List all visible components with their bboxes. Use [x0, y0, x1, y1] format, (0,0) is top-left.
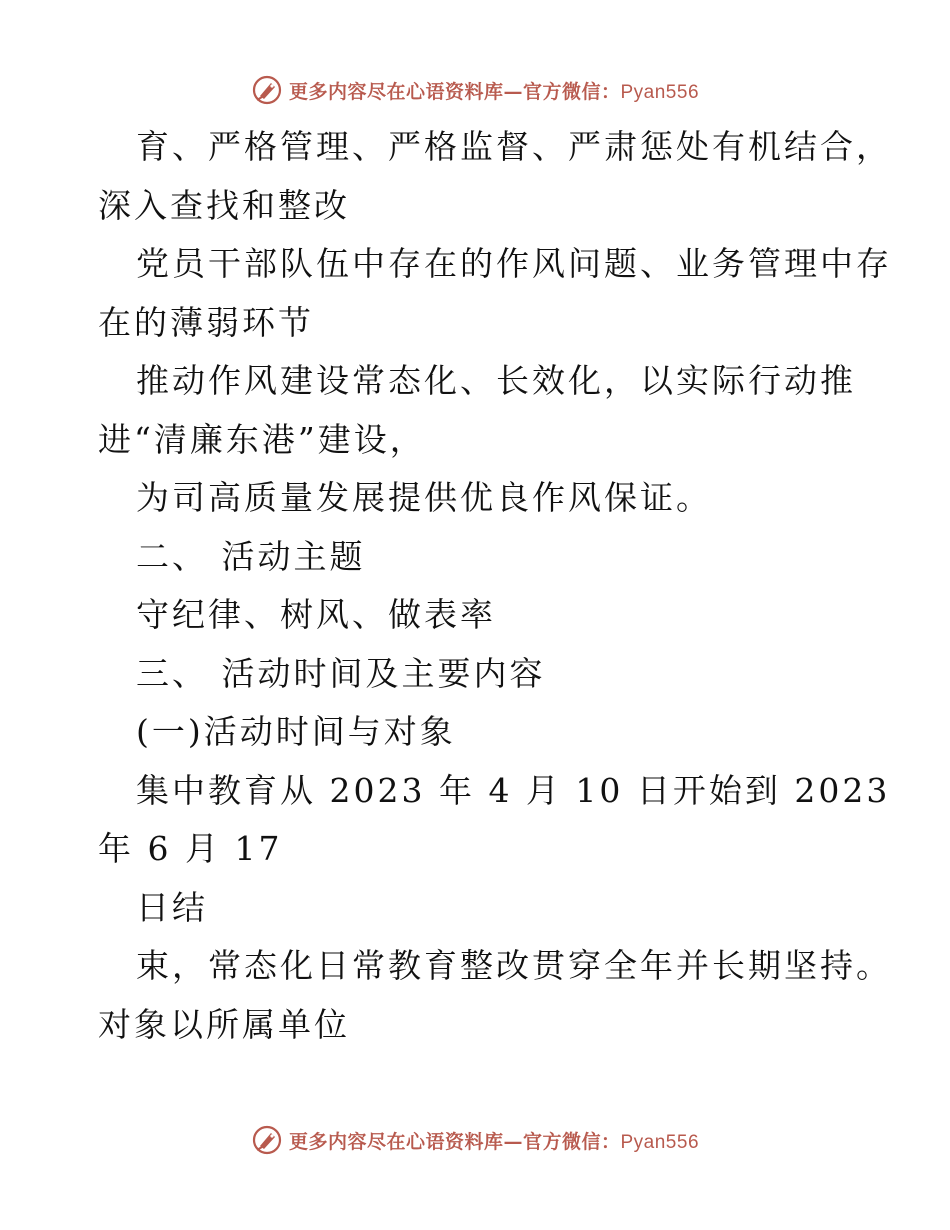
header-watermark-banner — [0, 70, 950, 110]
pen-nib-logo-icon — [251, 1124, 283, 1156]
paragraph-line: 在的薄弱环节 — [98, 302, 314, 342]
paragraph-line: 束，常态化日常教育整改贯穿全年并长期坚持。 — [136, 946, 892, 985]
paragraph-line: 守纪律、树风、做表率 — [136, 595, 496, 634]
banner-text-cn: 更多内容尽在心语资料库—官方微信： — [288, 80, 621, 103]
paragraph-line: 集中教育从 2023 年 4 月 10 日开始到 2023 — [136, 770, 891, 810]
paragraph-line: 日结 — [136, 887, 208, 927]
paragraph-line: 对象以所属单位 — [98, 1004, 350, 1044]
paragraph-line: 进“清廉东港”建设， — [98, 419, 426, 459]
banner-text — [289, 77, 699, 104]
footer-watermark-banner — [0, 1120, 950, 1160]
paragraph-line: 为司高质量发展提供优良作风保证。 — [136, 478, 712, 517]
document-body — [98, 118, 892, 1054]
paragraph-line: 党员干部队伍中存在的作风问题、业务管理中存 — [136, 244, 892, 283]
paragraph-line: 三、 活动时间及主要内容 — [136, 653, 546, 693]
paragraph-line: 深入查找和整改 — [98, 185, 350, 225]
banner-wechat-id: Pyan556 — [620, 1131, 700, 1153]
banner-text — [289, 1127, 699, 1154]
banner-text-cn: 更多内容尽在心语资料库—官方微信： — [288, 1130, 621, 1153]
paragraph-line: 二、 活动主题 — [136, 536, 366, 576]
paragraph-line: 推动作风建设常态化、长效化，以实际行动推 — [136, 361, 856, 400]
banner-wechat-id: Pyan556 — [620, 81, 700, 103]
paragraph-line: (一)活动时间与对象 — [136, 712, 456, 751]
paragraph-line: 年 6 月 17 — [98, 829, 283, 868]
paragraph-line: 育、严格管理、严格监督、严肃惩处有机结合， — [136, 127, 892, 166]
pen-nib-logo-icon — [251, 74, 283, 106]
